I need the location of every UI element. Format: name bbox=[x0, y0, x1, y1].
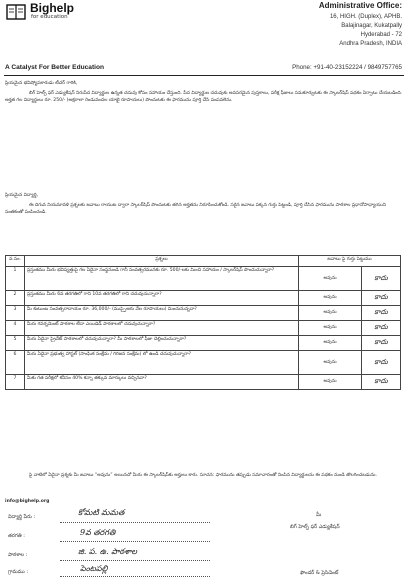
handwritten-answer[interactable]: కాదు bbox=[362, 291, 401, 306]
handwritten-village: పెంటపల్లి bbox=[80, 564, 108, 573]
header-answer: జవాబు పై గుర్తు పెట్టుము bbox=[299, 256, 401, 267]
address-line: Balajinagar, Kukatpally bbox=[341, 23, 402, 29]
row-number: 5 bbox=[6, 336, 25, 351]
tagline: A Catalyst For Better Education bbox=[5, 64, 105, 71]
phone-number: Phone: +91-40-23152224 / 9849757765 bbox=[292, 64, 402, 71]
handwritten-student-name: కోమటి మమత bbox=[78, 508, 125, 517]
row-question: మీరు గవర్నమెంట్ పాఠశాల లేదా ఎయిడెడ్ పాఠశాలలో చదువుచున్నారా? bbox=[25, 321, 299, 336]
book-logo-icon bbox=[6, 2, 26, 22]
handwritten-answer[interactable]: కాదు bbox=[362, 375, 401, 390]
row-number: 2 bbox=[6, 291, 25, 306]
handwritten-answer[interactable]: కాదు bbox=[362, 336, 401, 351]
handwritten-answer[interactable]: కాదు bbox=[362, 306, 401, 321]
questions-table bbox=[5, 255, 401, 390]
row-question: ప్రస్తుతము మీరు భవిష్యత్తుపై గల ఏదైనా సంస్థనుండి గానీ సంవత్సరమునకు రూ. 500/-లకు మించి సహాయం / స్కాలర్‌షిప్‌ పొందుచున్నారా? bbox=[25, 267, 299, 291]
handwritten-school: జి. ప. ఉ. పాఠశాల bbox=[78, 547, 137, 556]
closing-note: పై వాటిలో ఏదైనా ప్రశ్నకు మీ జవాబు “అవును” అయినచో మీరు ఈ స్కాలర్‌షిప్‌కు అర్హులు కారు. సూచన: ఫారమును తప్పుడు సమాచారంతో నింపిన విద్యార్థులను ఈ పథకం నుండి తొలగించబడును. bbox=[29, 473, 377, 478]
answer-yes-option[interactable]: అవును bbox=[299, 306, 362, 321]
underline bbox=[60, 541, 210, 542]
closing-designation: ఫౌండర్ & ప్రెసిడెంట్ bbox=[300, 570, 339, 576]
handwritten-answer[interactable]: కాదు bbox=[362, 321, 401, 336]
table-row bbox=[6, 321, 401, 336]
row-question: మీరు ఏదైనా ప్రైవేట్ పాఠశాలలో చదువుచున్నారా? మీ పాఠశాలలో ఫీజు చెల్లించుచున్నారా? bbox=[25, 336, 299, 351]
table-row bbox=[6, 306, 401, 321]
row-question: మీకు గత పరీక్షలో కనీసం 40% కన్నా తక్కువ మార్కులు వచ్చినవా? bbox=[25, 375, 299, 390]
handwritten-class: 9వ తరగతి bbox=[80, 528, 116, 537]
field-label-village: గ్రామము : bbox=[8, 569, 29, 575]
answer-yes-option[interactable]: అవును bbox=[299, 267, 362, 291]
underline bbox=[60, 560, 210, 561]
table-row bbox=[6, 375, 401, 390]
student-salutation: ప్రియమైన విద్యార్థి, bbox=[5, 193, 39, 198]
header-number: వ.సం. bbox=[6, 256, 25, 267]
closing-organization: బిగ్ హెల్ప్ ఫర్ ఎడ్యుకేషన్ bbox=[290, 524, 340, 530]
address-line: Hyderabad - 72 bbox=[360, 32, 402, 38]
row-number: 4 bbox=[6, 321, 25, 336]
table-row bbox=[6, 291, 401, 306]
table-row bbox=[6, 336, 401, 351]
row-number: 1 bbox=[6, 267, 25, 291]
email-link[interactable]: info@bighelp.org bbox=[5, 499, 50, 504]
answer-yes-option[interactable]: అవును bbox=[299, 351, 362, 375]
intro-paragraph: బిగ్ హెల్ప్ ఫర్ ఎడ్యుకేషన్ నిరుపేద విద్యార్థుల ఉన్నత చదువు కోసం సహాయం చేస్తుంది. పేద విద్యార్థుల చదువుకు అవసరమైన పుస్తకాలు, పరీక్ష ఫీజులు సమకూర్చుటకు ఈ స్కాలర్‌షిప్ పథకం ఏర్పాటు చేయబడింది. అర్హత గల విద్యార్థులు రూ. 250/- (అక్షరాలా రెండువందల యాభై రూపాయలు) పొందుటకు ఈ ఫారమును పూర్తి చేసి పంపవలెను. bbox=[5, 91, 403, 104]
table-row bbox=[6, 351, 401, 375]
table-row bbox=[6, 267, 401, 291]
row-question: ప్రస్తుతము మీరు 6వ తరగతిలో గాని 10వ తరగతిలో గాని చదువుచున్నారా? bbox=[25, 291, 299, 306]
table-header-row bbox=[6, 256, 401, 267]
brand-name: Bighelp bbox=[30, 1, 74, 15]
field-label-student-name: విద్యార్థి పేరు : bbox=[8, 514, 36, 520]
row-number: 6 bbox=[6, 351, 25, 375]
field-label-class: తరగతి : bbox=[8, 533, 25, 539]
salutation: ప్రియమైన భవిష్యోపకారుడు టీచర్ గారికి, bbox=[5, 81, 78, 86]
row-number: 3 bbox=[6, 306, 25, 321]
brand-subtitle: for education bbox=[31, 14, 68, 20]
row-number: 7 bbox=[6, 375, 25, 390]
answer-yes-option[interactable]: అవును bbox=[299, 375, 362, 390]
closing-yours: మీ bbox=[316, 512, 322, 518]
handwritten-answer[interactable]: కాదు bbox=[362, 351, 401, 375]
office-title: Administrative Office: bbox=[318, 1, 402, 10]
header-question: ప్రశ్నలు bbox=[25, 256, 299, 267]
address-line: 16, HIGH. (Duplex), APHB. bbox=[329, 14, 402, 20]
answer-yes-option[interactable]: అవును bbox=[299, 336, 362, 351]
underline bbox=[60, 576, 210, 577]
underline bbox=[60, 522, 210, 523]
address-line: Andhra Pradesh, INDIA bbox=[339, 41, 402, 47]
header-divider bbox=[4, 75, 404, 76]
answer-yes-option[interactable]: అవును bbox=[299, 321, 362, 336]
field-label-school: పాఠశాల : bbox=[8, 552, 28, 558]
row-question: మీ కుటుంబ సంవత్సరాదాయం రూ. 36,000/- (ముప్పైఆరు వేల రూపాయలు) మించునున్నదా? bbox=[25, 306, 299, 321]
answer-yes-option[interactable]: అవును bbox=[299, 291, 362, 306]
handwritten-answer[interactable]: కాదు bbox=[362, 267, 401, 291]
instructions-paragraph: ఈ దిగువ నియమావళి ప్రశ్నలకు జవాబు రాయుట ద్వారా స్కాలర్‌షిప్ పొందుటకు తగిన అర్హతను నిరూపించుకోండి. సరైన జవాబు పక్కన గుర్తు పెట్టండి, పూర్తి చేసిన ఫారమును పాఠశాల ప్రధానోపాధ్యాయుని సంతకంతో పంపించండి. bbox=[5, 203, 387, 216]
row-question: మీరు ఏదైనా ప్రభుత్వ హాస్టల్ (సాంఘిక సంక్షేమ / గిరిజన సంక్షేమ) లో ఉండి చదువుచున్నారా? bbox=[25, 351, 299, 375]
